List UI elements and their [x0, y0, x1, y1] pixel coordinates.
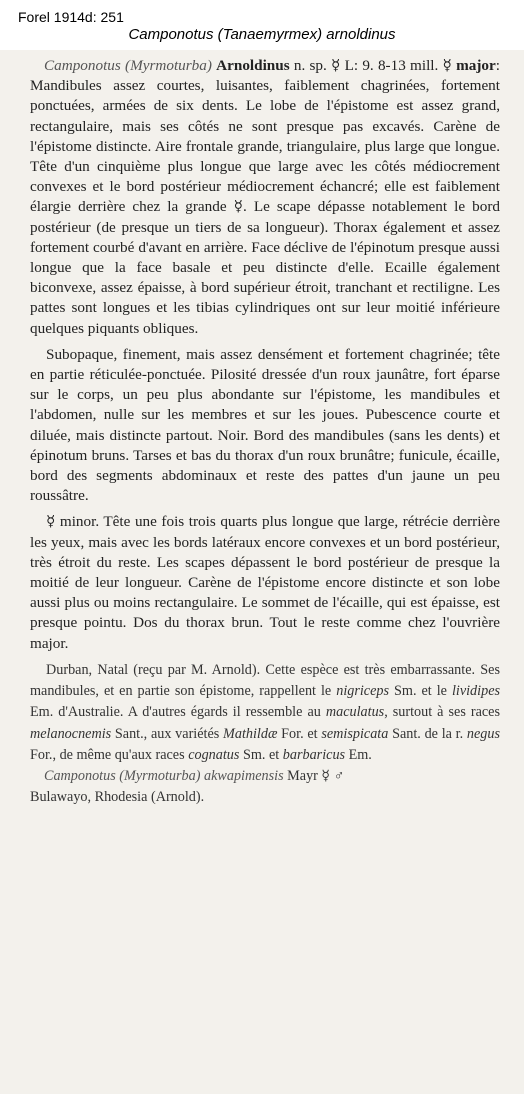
- remarks-text-7: Sant. de la r.: [388, 725, 467, 742]
- species-ref-barbaricus: barbaricus: [282, 746, 346, 763]
- genus-subgenus: Camponotus (Myrmoturba): [44, 57, 212, 74]
- caste-major-label: major: [456, 57, 496, 74]
- citation-label: Forel 1914d: 251: [18, 9, 124, 25]
- major-description: : Mandibules assez courtes, luisantes, faiblement chagrinées, fortement ponctuées, armées de six dents. Le lobe de l'épistome est assez grand, rectangulaire, mais ses côtés ne sont presque pas excavés. Carène de l'épistome distincte. Aire frontale grande, triangulaire, plus large que longue. Tête d'un cinquième plus longue que large avec les côtés médiocrement convexes et le bord postérieur médiocrement échancré; elle est faiblement élargie derrière chez la grande ☿. Le scape dépasse notablement le bord postérieur (de presque un tiers de sa longueur). Thorax également et assez fortement courbé d'avant en arrière. Face déclive de l'épinotum presque aussi longue que la face basale et peu distincte d'elle. Ecaille également biconvexe, assez épaisse, à bord supérieur étroit, tranchant et rectiligne. Les pattes sont longues et les tibias cylindriques ont sur leur moitié inférieure quelques piquants obliques.: [30, 57, 500, 337]
- species-title: Camponotus (Tanaemyrmex) arnoldinus: [128, 26, 396, 43]
- remarks-text-10: Em.: [345, 746, 372, 763]
- remarks-paragraph: [30, 660, 500, 766]
- species-ref-negus: negus: [466, 725, 501, 742]
- species-name: Arnoldinus: [216, 57, 290, 74]
- species-ref-melanocnemis: melanocnemis: [30, 725, 112, 742]
- remarks-text-3: Em. d'Australie. A d'autres égards il ressemble au: [30, 704, 326, 721]
- next-entry-locality: Bulawayo, Rhodesia (Arnold).: [30, 789, 205, 806]
- next-entry-author: Mayr ☿ ♂: [283, 767, 345, 784]
- species-ref-nigriceps: nigriceps: [336, 683, 390, 700]
- remarks-text-8: For., de même qu'aux races: [30, 746, 189, 763]
- species-ref-lividipes: lividipes: [451, 683, 501, 700]
- remarks-text-5: Sant., aux variétés: [111, 725, 224, 742]
- remarks-text-6: For. et: [277, 725, 322, 742]
- page-header: [0, 0, 524, 50]
- species-ref-mathildae: Mathildæ: [223, 725, 278, 742]
- remarks-text-2: Sm. et le: [389, 683, 452, 700]
- next-entry-heading: [30, 766, 500, 787]
- scanned-page: [0, 50, 524, 1094]
- species-ref-maculatus: maculatus: [325, 704, 385, 721]
- remarks-text-9: Sm. et: [239, 746, 283, 763]
- next-entry-name: Camponotus (Myrmoturba) akwapimensis: [44, 767, 284, 784]
- species-ref-cognatus: cognatus: [188, 746, 240, 763]
- page-text: [30, 56, 500, 808]
- sculpture-paragraph: Subopaque, finement, mais assez densément et fortement chagrinée; tête en partie réticulée-ponctuée. Pilosité dressée d'un roux jaunâtre, fort éparse sur le corps, un peu plus abondante sur l'épistome, les mandibules et l'abdomen, nulle sur les membres et sur les joues. Pubescence courte et diluée, mais distincte partout. Noir. Bord des mandibules (sans les dents) et épinotum bruns. Tarses et bas du thorax d'un roux brunâtre; funicule, écaille, bord des segments abdominaux et reste des pattes d'un jaune un peu roussâtre.: [30, 345, 500, 505]
- remarks-text-1: Durban, Natal (reçu par M. Arnold). Cette espèce est très embarrassante. Ses mandibules, et en partie son épistome, rappellent le: [30, 661, 500, 700]
- intro-status: n. sp. ☿ L: 9. 8-13 mill. ☿: [289, 57, 457, 74]
- description-major-paragraph: [30, 56, 500, 339]
- minor-paragraph: ☿ minor. Tête une fois trois quarts plus longue que large, rétrécie derrière les yeux, mais avec les bords latéraux encore convexes et un bord postérieur, très étroit du reste. Les scapes dépassent le bord postérieur de presque la moitié de leur longueur. Carène de l'épistome encore distincte et son lobe aussi plus ou moins rectangulaire. Le sommet de l'écaille, qui est épaisse, est presque pointu. Dos du thorax brun. Tout le reste comme chez l'ouvrière major.: [30, 513, 500, 652]
- remarks-text-4: , surtout à ses races: [384, 704, 501, 721]
- species-ref-semispicata: semispicata: [321, 725, 389, 742]
